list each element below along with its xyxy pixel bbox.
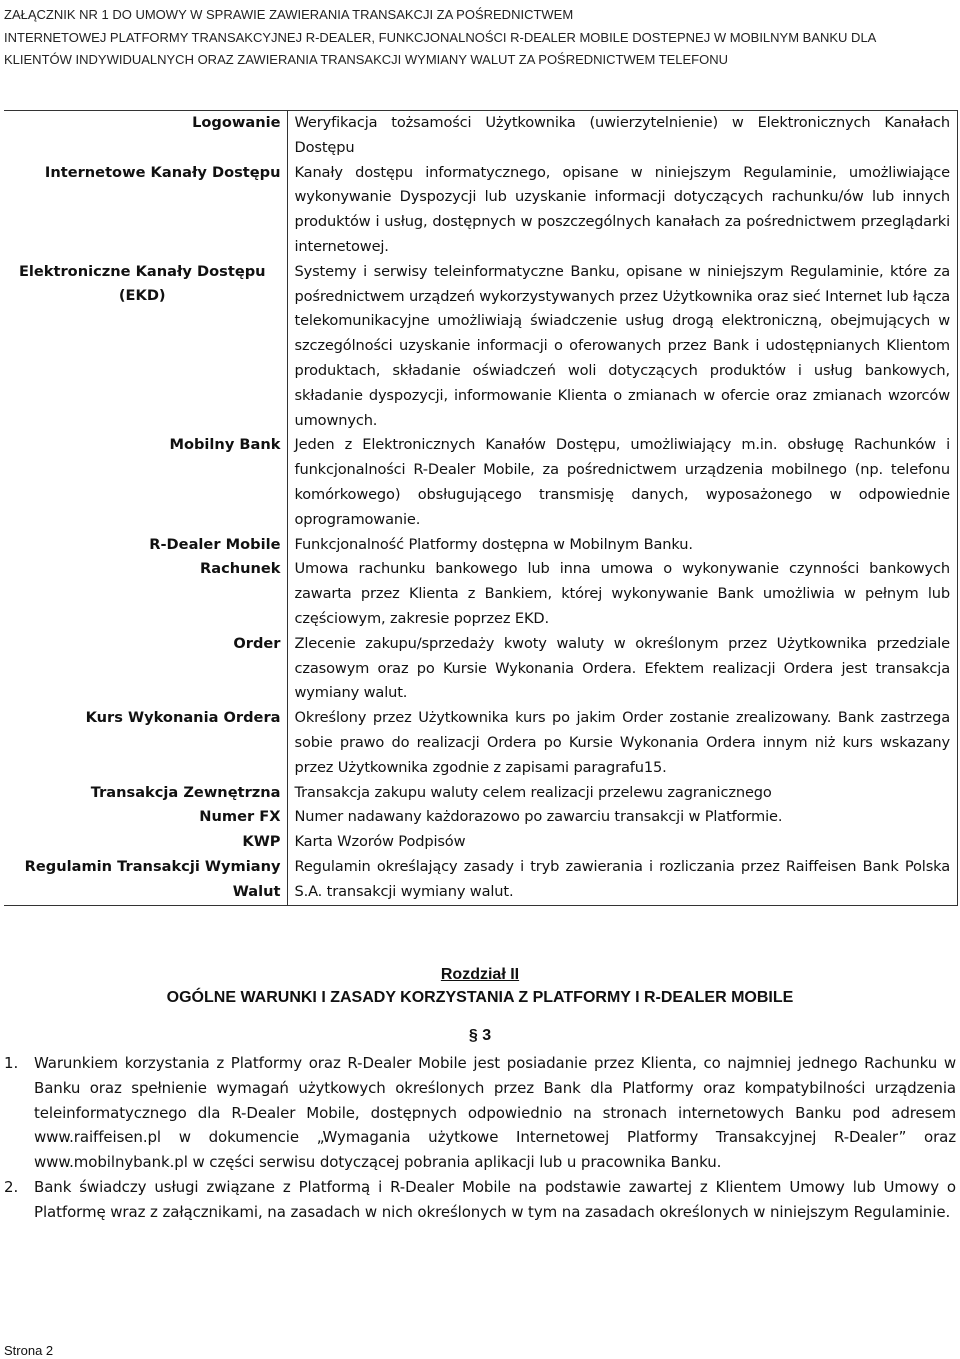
definition-row xyxy=(4,433,958,532)
definition-term: Kurs Wykonania Ordera xyxy=(4,706,287,780)
definition-text: Umowa rachunku bankowego lub inna umowa o wykonywanie czynności bankowych zawarta przez Klienta z Bankiem, której wykonywanie Bank umożliwia w pełnym lub częściowym, zakresie poprzez EKD. xyxy=(287,557,958,631)
definition-text: Jeden z Elektronicznych Kanałów Dostępu, umożliwiający m.in. obsługę Rachunków i funkcjonalności R-Dealer Mobile, za pośrednictwem urządzenia mobilnego (np. telefonu komórkowego) obsługującego transmisję danych, wyposażonego w odpowiednie oprogramowanie. xyxy=(287,433,958,532)
definition-text: Numer nadawany każdorazowo po zawarciu transakcji w Platformie. xyxy=(287,805,958,830)
definition-term: Mobilny Bank xyxy=(4,433,287,532)
definition-row xyxy=(4,111,958,161)
definitions-table xyxy=(4,110,958,906)
definition-term: Elektroniczne Kanały Dostępu (EKD) xyxy=(4,260,287,434)
chapter-number: Rozdział II xyxy=(440,966,520,983)
definition-row xyxy=(4,632,958,706)
clause-item xyxy=(4,1051,956,1175)
definition-text: Określony przez Użytkownika kurs po jakim Order zostanie zrealizowany. Bank zastrzega sobie prawo do realizacji Ordera po Kursie Wykonania Ordera innym niż kurs wskazany przez Użytkownika zgodnie z zapisami paragrafu15. xyxy=(287,706,958,780)
definition-term: Transakcja Zewnętrzna xyxy=(4,781,287,806)
definition-term: Logowanie xyxy=(4,111,287,161)
chapter-title: OGÓLNE WARUNKI I ZASADY KORZYSTANIA Z PLATFORMY I R-DEALER MOBILE xyxy=(166,989,794,1006)
clause-number: 2. xyxy=(4,1177,19,1196)
definition-term: KWP xyxy=(4,830,287,855)
definition-row xyxy=(4,533,958,558)
definition-term: R-Dealer Mobile xyxy=(4,533,287,558)
header-line: KLIENTÓW INDYWIDUALNYCH ORAZ ZAWIERANIA TRANSAKCJI WYMIANY WALUT ZA POŚREDNICTWEM TELEFONU xyxy=(4,52,728,67)
definition-text: Systemy i serwisy teleinformatyczne Banku, opisane w niniejszym Regulaminie, które za pośrednictwem urządzeń wykorzystywanych przez Użytkownika oraz sieć Internet lub łącza telekomunikacyjne umożliwiają świadczenie usług drogą elektroniczną, obejmujących w szczególności uzyskanie informacji o oferowanych przez Bank i udostępnianych Klientom produktach, składanie oświadczeń woli dotyczących produktów i usług bankowych, składanie dyspozycji, informowanie Klienta o zmianach w ofercie oraz zmianach wzorców umownych. xyxy=(287,260,958,434)
clause-text: Warunkiem korzystania z Platformy oraz R-Dealer Mobile jest posiadanie przez Klienta, co najmniej jednego Rachunku w Banku oraz spełnienie wymagań użytkowych określonych przez Bank dla Platformy oraz kompatybilności urządzenia teleinformatycznego dla R-Dealer Mobile, dostępnych odpowiednio na stronach internetowych Banku pod adresem www.raiffeisen.pl w dokumencie „Wymagania użytkowe Internetowej Platformy Transakcyjnej R-Dealer” oraz www.mobilnybank.pl w części serwisu dotyczącej pobrania aplikacji lub u pracownika Banku. xyxy=(34,1054,956,1172)
definition-text: Kanały dostępu informatycznego, opisane w niniejszym Regulaminie, umożliwiające wykonywanie Dyspozycji lub uzyskanie informacji dotyczących rachunku/ów lub innych produktów i usług, dostępnych w poszczególnych kanałach za pośrednictwem przeglądarki internetowej. xyxy=(287,161,958,260)
page-number: Strona 2 xyxy=(4,1343,54,1358)
clause-text: Bank świadczy usługi związane z Platformą i R-Dealer Mobile na podstawie zawartej z Klientem Umowy lub Umowy o Platformę wraz z załącznikami, na zasadach w nich określonych w tym na zasadach określonych w niniejszym Regulaminie. xyxy=(34,1177,956,1221)
definition-row xyxy=(4,781,958,806)
definition-text: Transakcja zakupu waluty celem realizacji przelewu zagranicznego xyxy=(287,781,958,806)
definition-text: Funkcjonalność Platformy dostępna w Mobilnym Banku. xyxy=(287,533,958,558)
chapter-heading xyxy=(0,963,960,1009)
definition-term: Regulamin Transakcji Wymiany Walut xyxy=(4,855,287,905)
clause-item xyxy=(4,1175,956,1225)
definition-row xyxy=(4,706,958,780)
clause-number: 1. xyxy=(4,1054,19,1072)
definition-term: Numer FX xyxy=(4,805,287,830)
clause-list xyxy=(4,1051,956,1225)
definition-term: Order xyxy=(4,632,287,706)
definition-row xyxy=(4,260,958,434)
definition-text: Karta Wzorów Podpisów xyxy=(287,830,958,855)
document-header xyxy=(4,4,944,72)
definition-row xyxy=(4,805,958,830)
definition-term: Rachunek xyxy=(4,557,287,631)
definition-row xyxy=(4,161,958,260)
definition-row xyxy=(4,557,958,631)
header-line: ZAŁĄCZNIK NR 1 DO UMOWY W SPRAWIE ZAWIERANIA TRANSAKCJI ZA POŚREDNICTWEM xyxy=(4,7,574,22)
definition-text: Weryfikacja tożsamości Użytkownika (uwierzytelnienie) w Elektronicznych Kanałach Dostępu xyxy=(287,111,958,161)
header-line: INTERNETOWEJ PLATFORMY TRANSAKCYJNEJ R-DEALER, FUNKCJONALNOŚCI R-DEALER MOBILE DOSTEPNEJ W MOBILNYM BANKU DLA xyxy=(4,29,877,45)
definition-row xyxy=(4,830,958,855)
definition-text: Regulamin określający zasady i tryb zawierania i rozliczania przez Raiffeisen Bank Polska S.A. transakcji wymiany walut. xyxy=(287,855,958,905)
definition-term: Internetowe Kanały Dostępu xyxy=(4,161,287,260)
definition-text: Zlecenie zakupu/sprzedaży kwoty waluty w określonym przez Użytkownika przedziale czasowym oraz po Kursie Wykonania Ordera. Efektem realizacji Ordera jest transakcja wymiany walut. xyxy=(287,632,958,706)
section-mark: § 3 xyxy=(468,1027,492,1044)
definition-row xyxy=(4,855,958,905)
